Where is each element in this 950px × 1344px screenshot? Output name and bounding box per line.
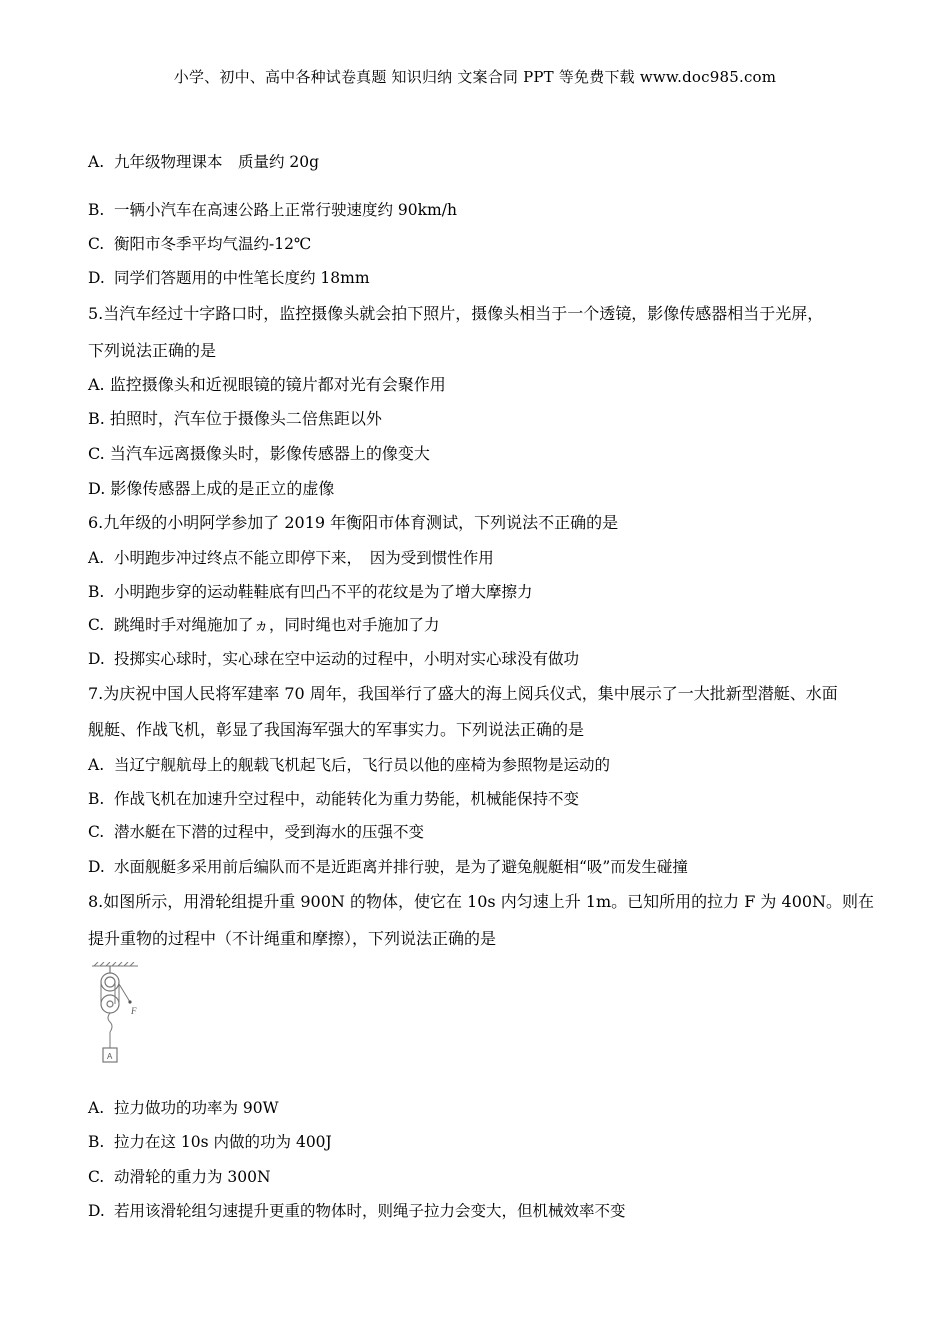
option-label: D. (88, 858, 105, 876)
option-text: 跳绳时手对绳施加了ヵ，同时绳也对手施加了力 (114, 616, 440, 634)
q6-option-b[interactable] (88, 582, 533, 602)
q8-option-c[interactable] (88, 1167, 271, 1187)
q8-stem-line2: 提升重物的过程中（不计绳重和摩擦），下列说法正确的是 (88, 929, 497, 948)
option-label: B. (88, 201, 105, 219)
q8-option-d[interactable] (88, 1201, 626, 1221)
q6-option-a[interactable] (88, 548, 494, 568)
option-text: 当辽宁舰航母上的舰载飞机起飞后，飞行员以他的座椅为参照物是运动的 (114, 756, 611, 774)
q7-option-b[interactable] (88, 789, 579, 809)
q4-option-c[interactable] (88, 234, 311, 254)
option-text: 小明跑步穿的运动鞋鞋底有凹凸不平的花纹是为了增大摩擦力 (114, 583, 533, 601)
q8-stem-line1: 8.如图所示，用滑轮组提升重 900N 的物体，使它在 10s 内匀速上升 1m。已知所用的拉力 F 为 400N。则在 (88, 892, 875, 911)
q5-stem-line1: 5.当汽车经过十字路口时，监控摄像头就会拍下照片，摄像头相当于一个透镜，影像传感器相当于光屏， (88, 304, 824, 323)
q7-option-d[interactable] (88, 857, 688, 877)
block-label: A (107, 1052, 113, 1061)
option-label: D. (88, 650, 105, 668)
q5-option-c[interactable]: C. 当汽车远离摄像头时，影像传感器上的像变大 (88, 444, 430, 463)
q7-stem-line2: 舰艇、作战飞机，彰显了我国海军强大的军事实力。下列说法正确的是 (88, 720, 585, 739)
option-label: A. (88, 1099, 105, 1117)
q5-option-b[interactable]: B. 拍照时，汽车位于摄像头二倍焦距以外 (88, 409, 382, 428)
option-text: 拉力在这 10s 内做的功为 400J (114, 1133, 332, 1151)
option-text: 动滑轮的重力为 300N (114, 1168, 271, 1186)
option-text: 衡阳市冬季平均气温约-12℃ (114, 235, 312, 253)
q4-option-b[interactable] (88, 200, 457, 220)
option-text: 九年级物理课本 质量约 20g (114, 153, 320, 171)
q8-option-a[interactable] (88, 1098, 279, 1118)
option-label: D. (88, 1202, 105, 1220)
option-label: B. (88, 1133, 105, 1151)
q4-option-d[interactable] (88, 268, 370, 288)
option-label: D. (88, 269, 105, 287)
option-label: A. (88, 756, 105, 774)
fixed-pulley (101, 966, 119, 991)
q8-option-b[interactable] (88, 1132, 332, 1152)
option-text: 拉力做功的功率为 90W (114, 1099, 279, 1117)
q7-stem-line1: 7.为庆祝中国人民将军建率 70 周年，我国举行了盛大的海上阅兵仪式，集中展示了一大批新型潜艇、水面 (88, 684, 838, 703)
option-label: A. (88, 153, 105, 171)
q7-option-c[interactable] (88, 822, 424, 842)
page-header: 小学、初中、高中各种试卷真题 知识归纳 文案合同 PPT 等免费下载 www.doc985.com (173, 68, 777, 86)
q5-option-a[interactable]: A. 监控摄像头和近视眼镜的镜片都对光有会聚作用 (88, 375, 446, 394)
option-text: 水面舰艇多采用前后编队而不是近距离并排行驶，是为了避兔舰艇相“吸”而发生碰撞 (114, 858, 688, 876)
q6-option-d[interactable] (88, 649, 579, 669)
option-text: 若用该滑轮组匀速提升更重的物体时，则绳子拉力会变大，但机械效率不变 (114, 1202, 626, 1220)
option-text: 一辆小汽车在高速公路上正常行驶速度约 90km/h (114, 201, 457, 219)
rope (101, 982, 130, 1048)
option-text: 投掷实心球时，实心球在空中运动的过程中，小明对实心球没有做功 (114, 650, 580, 668)
option-text: 作战飞机在加速升空过程中，动能转化为重力势能，机械能保持不变 (114, 790, 580, 808)
option-label: B. (88, 790, 105, 808)
rope-end-dot (128, 1000, 131, 1003)
q4-option-a[interactable] (88, 152, 319, 172)
option-label: A. (88, 549, 105, 567)
option-label: C. (88, 235, 105, 253)
movable-pulley (101, 995, 119, 1013)
option-label: C. (88, 616, 105, 634)
option-label: C. (88, 1168, 105, 1186)
q6-option-c[interactable] (88, 615, 440, 635)
option-label: B. (88, 583, 105, 601)
q5-option-d[interactable]: D. 影像传感器上成的是正立的虚像 (88, 479, 335, 498)
option-label: C. (88, 823, 105, 841)
q7-option-a[interactable] (88, 755, 610, 775)
q6-stem: 6.九年级的小明阿学参加了 2019 年衡阳市体育测试，下列说法不正确的是 (88, 513, 619, 532)
force-label: F (131, 1006, 137, 1016)
q5-stem-line2: 下列说法正确的是 (88, 341, 217, 360)
option-text: 小明跑步冲过终点不能立即停下来， 因为受到惯性作用 (114, 549, 494, 567)
option-text: 潜水艇在下潜的过程中，受到海水的压强不变 (114, 823, 425, 841)
option-text: 同学们答题用的中性笔长度约 18mm (114, 269, 370, 287)
pulley-diagram (90, 962, 150, 1072)
ceiling-hatch (92, 962, 138, 966)
